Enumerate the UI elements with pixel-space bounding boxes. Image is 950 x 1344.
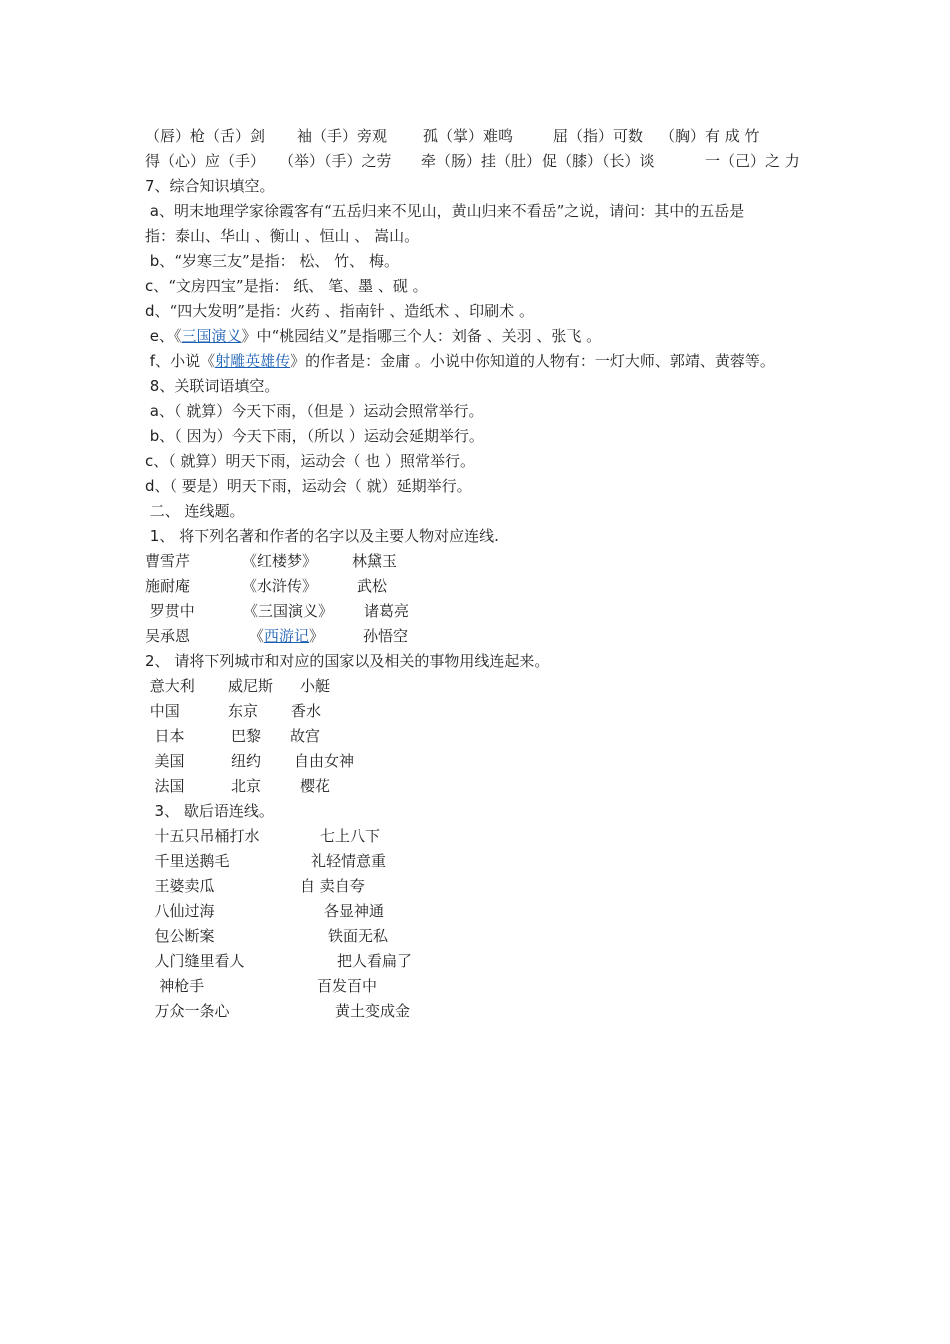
match-q3-row [145, 924, 845, 948]
book-title: 《西游记》 [249, 627, 325, 645]
q8-item-c: c、（ 就算）明天下雨，运动会（ 也 ）照常举行。 [145, 452, 476, 470]
idiom-item: （唇）枪（舌）剑 [145, 127, 266, 145]
idiom-item: 孤（掌）难鸣 [423, 127, 514, 145]
city: 威尼斯 [228, 677, 274, 695]
author: 吴承恩 [145, 627, 191, 645]
character: 林黛玉 [352, 552, 398, 570]
saying-second-half: 百发百中 [317, 977, 378, 995]
country: 中国 [145, 702, 180, 720]
q7-b: b、“岁寒三友”是指： 松、 竹、 梅。 [145, 252, 399, 270]
idiom-item: （胸）有 成 竹 [660, 127, 760, 145]
idiom-item: 促（膝）（长）谈 [542, 152, 655, 170]
author: 曹雪芹 [145, 552, 191, 570]
q7-d: d、“四大发明”是指：火药 、指南针 、造纸术 、印刷术 。 [145, 302, 534, 320]
author: 施耐庵 [145, 577, 191, 595]
country: 美国 [145, 752, 185, 770]
q7-a-line-1: a、明末地理学家徐霞客有“五岳归来不见山，黄山归来不看岳”之说，请问：其中的五岳是 [145, 202, 745, 220]
saying-second-half: 自 卖自夸 [300, 877, 365, 895]
q7-heading: 7、综合知识填空。 [145, 177, 275, 195]
q7-e: e、《三国演义》中“桃园结义”是指哪三个人：刘备 、关羽 、张飞 。 [145, 327, 602, 345]
q7-f: f、小说《射雕英雄传》的作者是：金庸 。小说中你知道的人物有：一灯大师、郭靖、黄蓉等。 [145, 352, 775, 370]
match-q3-row [145, 874, 845, 898]
idiom-item: 一（己）之 力 [705, 152, 800, 170]
character: 孙悟空 [363, 627, 409, 645]
match-q1-row [145, 549, 845, 573]
saying-second-half: 各显神通 [324, 902, 385, 920]
match-q2-row [145, 699, 845, 723]
match-q3-row [145, 824, 845, 848]
book-title: 《三国演义》 [243, 602, 334, 620]
idiom-item: 屈（指）可数 [553, 127, 644, 145]
match-q1-row [145, 599, 845, 623]
q7-c: c、“文房四宝”是指： 纸、 笔、墨 、砚 。 [145, 277, 428, 295]
character: 诸葛亮 [364, 602, 410, 620]
idiom-row-1 [145, 124, 845, 148]
thing: 小艇 [300, 677, 331, 695]
match-q3-row [145, 974, 845, 998]
idiom-item: 袖（手）旁观 [297, 127, 388, 145]
saying-second-half: 礼轻情意重 [311, 852, 387, 870]
match-q2-row [145, 724, 845, 748]
sanguo-link[interactable]: 三国演义 [181, 327, 242, 345]
match-q1-row [145, 624, 845, 648]
match-q1-row [145, 574, 845, 598]
country: 意大利 [145, 677, 195, 695]
city: 北京 [231, 777, 262, 795]
xiyouji-link[interactable]: 西游记 [264, 627, 310, 645]
idiom-item: 牵（肠）挂（肚） [421, 152, 542, 170]
thing: 香水 [291, 702, 322, 720]
saying-second-half: 七上八下 [320, 827, 381, 845]
section2-heading: 二、 连线题。 [145, 502, 245, 520]
match-q2-heading: 2、 请将下列城市和对应的国家以及相关的事物用线连起来。 [145, 652, 550, 670]
saying-first-half: 神枪手 [145, 977, 205, 995]
city: 纽约 [231, 752, 262, 770]
match-q2-row [145, 749, 845, 773]
city: 巴黎 [231, 727, 262, 745]
saying-second-half: 铁面无私 [328, 927, 389, 945]
saying-first-half: 王婆卖瓜 [145, 877, 215, 895]
match-q3-row [145, 849, 845, 873]
q8-item-d: d、（ 要是）明天下雨，运动会（ 就）延期举行。 [145, 477, 472, 495]
idiom-item: （举）（手）之劳 [279, 152, 392, 170]
q7-a-line-2: 指：泰山、华山 、衡山 、恒山 、 嵩山。 [145, 227, 420, 245]
q8-item-a: a、（ 就算）今天下雨，（但是 ）运动会照常举行。 [145, 402, 484, 420]
q8-heading: 8、关联词语填空。 [145, 377, 280, 395]
book-title: 《红楼梦》 [242, 552, 318, 570]
q8-item-b: b、（ 因为）今天下雨，（所以 ）运动会延期举行。 [145, 427, 484, 445]
saying-first-half: 八仙过海 [145, 902, 215, 920]
match-q3-row [145, 899, 845, 923]
match-q3-row [145, 999, 845, 1023]
match-q3-row [145, 949, 845, 973]
idiom-item: 得（心）应（手） [145, 152, 266, 170]
idiom-row-2 [145, 149, 845, 173]
book-title: 《水浒传》 [242, 577, 318, 595]
shediao-link[interactable]: 射雕英雄传 [215, 352, 291, 370]
author: 罗贯中 [145, 602, 195, 620]
match-q2-row [145, 674, 845, 698]
saying-first-half: 千里送鹅毛 [145, 852, 230, 870]
match-q2-row [145, 774, 845, 798]
match-q1-heading: 1、 将下列名著和作者的名字以及主要人物对应连线. [145, 527, 499, 545]
saying-second-half: 黄土变成金 [335, 1002, 411, 1020]
country: 日本 [145, 727, 185, 745]
saying-first-half: 万众一条心 [145, 1002, 230, 1020]
character: 武松 [357, 577, 388, 595]
country: 法国 [145, 777, 185, 795]
saying-first-half: 包公断案 [145, 927, 215, 945]
match-q3-heading: 3、 歇后语连线。 [145, 802, 274, 820]
thing: 樱花 [300, 777, 331, 795]
thing: 故宫 [290, 727, 321, 745]
thing: 自由女神 [294, 752, 355, 770]
saying-first-half: 十五只吊桶打水 [145, 827, 260, 845]
saying-first-half: 人门缝里看人 [145, 952, 245, 970]
city: 东京 [228, 702, 259, 720]
saying-second-half: 把人看扁了 [337, 952, 413, 970]
